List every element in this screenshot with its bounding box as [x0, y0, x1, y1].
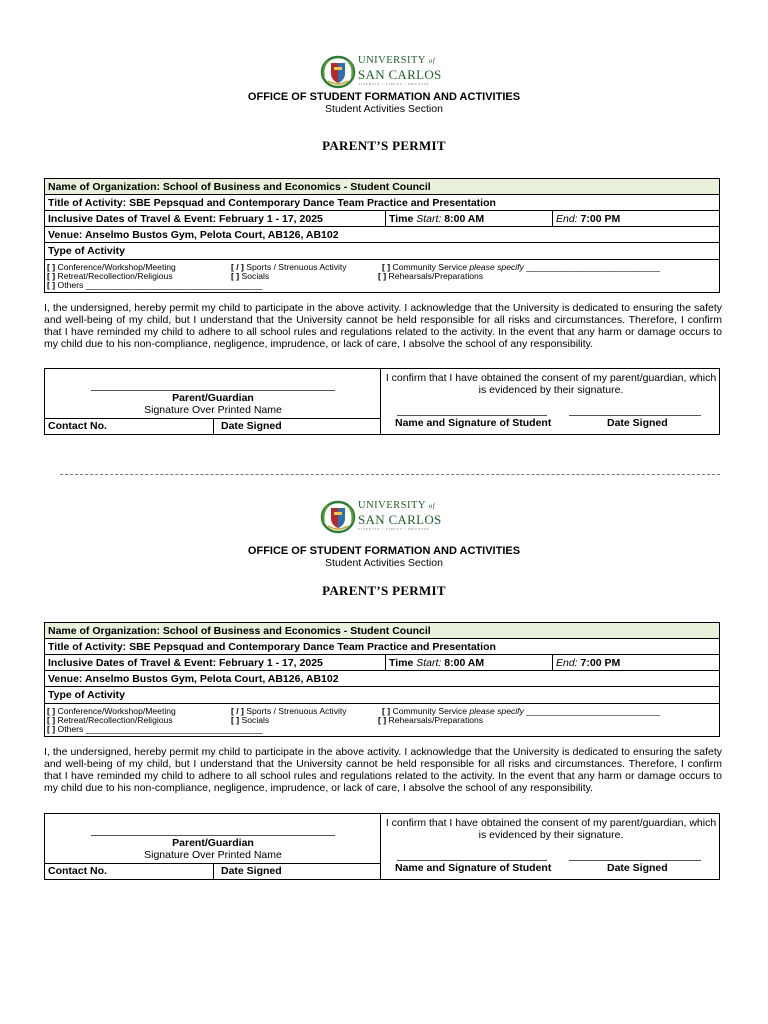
- organization-field: Name of Organization: School of Business and Economics - Student Council: [48, 625, 431, 637]
- signature-table: [44, 813, 720, 880]
- office-heading: OFFICE OF STUDENT FORMATION AND ACTIVITIES: [247, 91, 521, 103]
- checkbox-sports[interactable]: [ / ] Sports / Strenuous Activity: [231, 706, 347, 716]
- signature-table: [44, 368, 720, 435]
- student-signature-line[interactable]: [397, 860, 547, 861]
- activity-type-options: [45, 260, 719, 292]
- inclusive-dates-field: Inclusive Dates of Travel & Event: February 1 - 17, 2025: [48, 657, 323, 669]
- checkbox-sports[interactable]: [ / ] Sports / Strenuous Activity: [231, 262, 347, 272]
- section-heading: Student Activities Section: [325, 557, 443, 569]
- logo-of: of: [428, 57, 436, 65]
- checkbox-community-service[interactable]: [ ] Community Service please specify ____________________________: [382, 262, 661, 272]
- university-seal-icon: [320, 55, 356, 89]
- checkbox-rehearsals[interactable]: [ ] Rehearsals/Preparations: [378, 271, 484, 281]
- checkbox-rehearsals[interactable]: [ ] Rehearsals/Preparations: [378, 715, 484, 725]
- type-of-activity-label: Type of Activity: [48, 245, 126, 257]
- consent-paragraph: I, the undersigned, hereby permit my child to participate in the above activity. I acknowledge that the University is dedicated to ensuring the safety and well-being of my child, but I understand that the University cannot be held responsible for all risks and circumstances. Therefore, I confirm that I have reminded my child to adhere to all school rules and regulations related to the activity. In the event that any harm or damage occurs to my child due to his non-compliance, negligence, imprudence, or lack of care, I absolve the school of any responsibility.: [44, 746, 722, 794]
- parent-guardian-label: Parent/Guardian: [172, 392, 254, 404]
- logo-university: UNIVERSITY: [358, 55, 426, 66]
- parent-date-signed-field[interactable]: Date Signed: [221, 865, 282, 877]
- student-signature-line[interactable]: [397, 415, 547, 416]
- section-heading: Student Activities Section: [325, 103, 443, 115]
- permit-title: PARENT’S PERMIT: [322, 583, 446, 598]
- activity-details-table: [44, 178, 720, 293]
- checkbox-socials[interactable]: [ ] Socials: [231, 271, 270, 281]
- permit-title: PARENT’S PERMIT: [322, 138, 446, 153]
- time-start-field: Time Start: 8:00 AM: [385, 211, 487, 226]
- checkbox-conference[interactable]: [ ] Conference/Workshop/Meeting: [47, 262, 176, 272]
- student-date-line[interactable]: [569, 415, 701, 416]
- checkbox-retreat[interactable]: [ ] Retreat/Recollection/Religious: [47, 271, 173, 281]
- logo-motto: SCIENTIA • VIRTUS • DEVOTIO: [358, 81, 430, 86]
- permit-copy-1: [0, 55, 768, 495]
- parent-signature-line[interactable]: [91, 835, 335, 836]
- inclusive-dates-field: Inclusive Dates of Travel & Event: February 1 - 17, 2025: [48, 213, 323, 225]
- student-date-line[interactable]: [569, 860, 701, 861]
- cut-line-divider: [60, 474, 720, 475]
- parent-signature-line[interactable]: [91, 390, 335, 391]
- activity-title-field: Title of Activity: SBE Pepsquad and Contemporary Dance Team Practice and Presentation: [48, 197, 496, 209]
- university-logo: [320, 500, 450, 534]
- signature-over-printed-name-label: Signature Over Printed Name: [144, 404, 282, 416]
- venue-field: Venue: Anselmo Bustos Gym, Pelota Court, AB126, AB102: [48, 673, 339, 685]
- organization-field: Name of Organization: School of Business and Economics - Student Council: [48, 181, 431, 193]
- student-date-signed-label: Date Signed: [607, 862, 668, 874]
- parent-date-signed-field[interactable]: Date Signed: [221, 420, 282, 432]
- time-start-field: Time Start: 8:00 AM: [385, 655, 487, 670]
- logo-motto: SCIENTIA • VIRTUS • DEVOTIO: [358, 526, 430, 531]
- type-of-activity-label: Type of Activity: [48, 689, 126, 701]
- student-name-signature-label: Name and Signature of Student: [395, 862, 552, 874]
- student-name-signature-label: Name and Signature of Student: [395, 417, 552, 429]
- time-end-field: End: 7:00 PM: [552, 211, 623, 226]
- signature-over-printed-name-label: Signature Over Printed Name: [144, 849, 282, 861]
- checkbox-community-service[interactable]: [ ] Community Service please specify ____________________________: [382, 706, 661, 716]
- checkbox-conference[interactable]: [ ] Conference/Workshop/Meeting: [47, 706, 176, 716]
- activity-title-field: Title of Activity: SBE Pepsquad and Contemporary Dance Team Practice and Presentation: [48, 641, 496, 653]
- permit-copy-2: [0, 500, 768, 940]
- checkbox-socials[interactable]: [ ] Socials: [231, 715, 270, 725]
- contact-no-field[interactable]: Contact No.: [48, 865, 107, 877]
- university-logo: [320, 55, 450, 89]
- checkbox-retreat[interactable]: [ ] Retreat/Recollection/Religious: [47, 715, 173, 725]
- consent-paragraph: I, the undersigned, hereby permit my child to participate in the above activity. I acknowledge that the University is dedicated to ensuring the safety and well-being of my child, but I understand that the University cannot be held responsible for all risks and circumstances. Therefore, I confirm that I have reminded my child to adhere to all school rules and regulations related to the activity. In the event that any harm or damage occurs to my child due to his non-compliance, negligence, imprudence, or lack of care, I absolve the school of any responsibility.: [44, 302, 722, 350]
- university-seal-icon: [320, 500, 356, 534]
- logo-of: of: [428, 502, 436, 510]
- venue-field: Venue: Anselmo Bustos Gym, Pelota Court, AB126, AB102: [48, 229, 339, 241]
- logo-san-carlos: SAN CARLOS: [358, 66, 442, 82]
- parent-guardian-label: Parent/Guardian: [172, 837, 254, 849]
- student-confirmation-text: I confirm that I have obtained the consent of my parent/guardian, which is evidenced by their signature.: [385, 372, 717, 396]
- activity-type-options: [45, 704, 719, 736]
- logo-san-carlos: SAN CARLOS: [358, 511, 442, 527]
- activity-details-table: [44, 622, 720, 737]
- office-heading: OFFICE OF STUDENT FORMATION AND ACTIVITIES: [247, 545, 521, 557]
- time-end-field: End: 7:00 PM: [552, 655, 623, 670]
- logo-university: UNIVERSITY: [358, 500, 426, 511]
- contact-no-field[interactable]: Contact No.: [48, 420, 107, 432]
- student-date-signed-label: Date Signed: [607, 417, 668, 429]
- checkbox-others[interactable]: [ ] Others _____________________________________: [47, 724, 263, 734]
- checkbox-others[interactable]: [ ] Others _____________________________________: [47, 280, 263, 290]
- student-confirmation-text: I confirm that I have obtained the consent of my parent/guardian, which is evidenced by their signature.: [385, 817, 717, 841]
